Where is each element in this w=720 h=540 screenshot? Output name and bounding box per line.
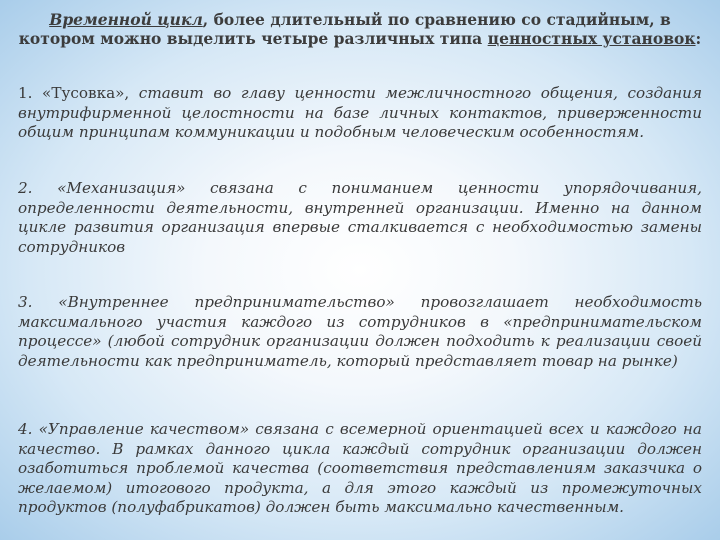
paragraph-2-text: «Механизация» связана с пониманием ценности упорядочивания, определенности деятельности, внутренней организации. Именно на данном цикле развития организация впервые сталкивается с необходимостью замены сотрудников: [18, 179, 702, 256]
heading-underlined-text: ценностных установок: [487, 29, 696, 48]
paragraph-3-lead: 3.: [18, 293, 33, 311]
heading-term: Временной цикл: [49, 10, 203, 29]
paragraph-4: [18, 420, 702, 518]
paragraph-3: [18, 293, 702, 371]
paragraph-4-text: «Управление качеством» связана с всемерной ориентацией всех и каждого на качество. В рамках данного цикла каждый сотрудник организации должен озаботиться проблемой качества (соответствия представлениям заказчика о желаемом) итогового продукта, а для этого каждый из промежуточных продуктов (полуфабрикатов) должен быть максимально качественным.: [18, 420, 702, 517]
paragraph-2: [18, 179, 702, 257]
slide-heading: [18, 10, 702, 48]
paragraph-4-lead: 4.: [18, 420, 33, 438]
paragraph-3-text: «Внутреннее предпринимательство» провозглашает необходимость максимального участия каждого из сотрудников в «предпринимательском процессе» (любой сотрудник организации должен подходить к реализации своей деятельности как предприниматель, который представляет товар на рынке): [18, 293, 702, 370]
heading-text: , более длительный по сравнению со стадийным, в котором можно выделить четыре различных типа: [18, 10, 671, 48]
heading-colon: :: [695, 29, 702, 48]
paragraph-2-lead: 2.: [18, 179, 33, 197]
paragraph-1: [18, 84, 702, 143]
paragraph-1-text: ставит во главу ценности межличностного общения, создания внутрифирменной целостности на базе личных контактов, приверженности общим принципам коммуникации и подобным человеческим особенностям.: [18, 84, 702, 142]
paragraph-1-lead: 1. «Тусовка»,: [18, 84, 130, 102]
